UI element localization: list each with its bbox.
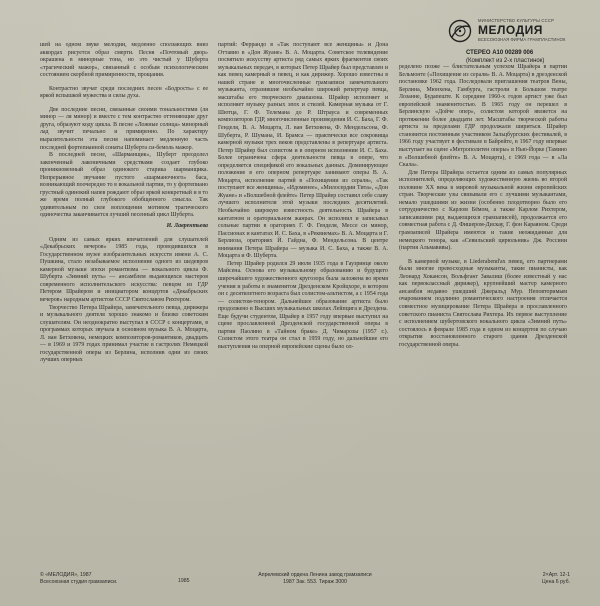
plant-text: Апрелевский ордена Ленина завод грамзаписи	[258, 572, 372, 578]
studio-text: ВСЕСОЮЗНАЯ ФИРМА ГРАМПЛАСТИНОК	[478, 37, 566, 42]
footer-plant	[240, 572, 390, 585]
order-text: 1987 Зак. 553. Тираж 3000	[283, 578, 347, 585]
paragraph: В последней песне, «Шарманщик», Шуберт преодолел законченный лаконичными средствами создает глубоко проникновенный образ одинокого старика шарманщика. Непрерывное звучание пустого «шарманочного» баса, возникающий поочередно то в вокальной партии, то у фортепиано грустный одинокий напев рождают образ яркой конкретный и в то же время полный глубокого обобщенного смысла. Так удивительным по силе воплощения мотивом трагического одиночества заканчивается лучший песенный цикл Шуберта.	[40, 152, 208, 219]
price-text: Цена 6 руб.	[541, 578, 570, 585]
footer-price	[542, 572, 570, 585]
author-signature: И. Лаврентьева	[166, 223, 208, 230]
footer-year: 1985	[178, 578, 190, 584]
paragraph: шей на одном звуке мелодии, медленно сползающих вниз аккордах рисуется образ смерти. Песня «Почтовый двор» окрашена в минорные тона, но это чистый у Шуберта «трагический мажор», связанный с особым психологическим состоянием скорбной примиренности, прощания.	[40, 42, 208, 79]
melodiya-logo	[448, 17, 578, 47]
text-column-2	[218, 42, 388, 351]
melodiya-record-icon	[448, 19, 474, 43]
footer	[40, 572, 570, 602]
paragraph: партий: Феррандо в «Так поступают все женщины» и Дона Оттавио в «Дон Жуане» В. А. Моцарта. Советское телевидение посвятило искусству артиста ряд самых ярких фрагментов своих музыкальных передач, в которых Петер Шрайер был представлен и как певец камерный и певец, и как дирижер. Хорошо известны в нашей стране и многочисленные грамзаписи замечательного музыканта, отразившие необычайно широкий репертуар певца, масштабы его творческого диапазона. Шрайер исполняет и исполняет музыку разных эпох и стилей. Камерная музыка от Г. Шютца, Г. Ф. Телемана до Р. Штрауса и современных композиторов ГДР, многочисленные произведения И. С. Баха, Г. Ф. Генделя, В. А. Моцарта, Л. ван Бетховена, Ф. Мендельсона, Ф. Шуберта, Р. Шумана, И. Брамса — практически все сокровища камерной музыки трех веков представлены в репертуаре артиста. Петер Шрайер был солистом и в оперном исполнении И. С. Баха. Более ограничена сфера деятельности певца в опере, что определяется спецификой его вокальных данных. Доминирующее положение в его оперном репертуаре занимают оперы В. А. Моцарта, исполнение партий в «Похищении из сераля», «Так поступают все женщины», «Идоменее», «Милосердии Тита», «Дон Жуане» и «Волшебной флейте» Петер Шрайер составил себе славу лучшего исполнителя этой музыки последних десятилетий. Необычайно широкую известность деятельность Шрайера в кантатном и ораториальном жанрах. Он исполнил и записывал сольные партии в ораториях Г. Ф. Генделя, Мессе си минор, Пассионах и кантатах И. С. Баха, в «Реквиемах» В. А. Моцарта и Г. Берлиоза, ораториях Й. Гайдна, Ф. Мендельсона. В центре внимания Петера Шрайера — музыка И. С. Баха, а также В. А. Моцарта и Ф. Шуберта.	[218, 42, 388, 260]
paragraph: Две последние песни, связанные своими тональностями (ля минор — ля минор) и вместе с тем контрастно оттеняющие друг друга, образуют коду цикла. В песне «Ложные солнца» минорный лад звучит печально и примиренно. По характеру выразительности эта песня напоминает медленную часть последней фортепианной сонаты Шуберта си-бемоль мажор.	[40, 106, 208, 151]
paragraph: Петер Шрайер родился 29 июля 1935 года в Гаузринце около Майсена. Основа его музыкальному образованию и будущего широчайшего художественного кругозора была заложена во время учения и работы в знаменитом Дрезденском Кройцхоре, в котором он с десятилетнего возраста был солистом-альтистом, а с 1954 года — солистом-тенором. Дальнейшее образование артиста было продолжено в Высших музыкальных школах Лейпцига и Дрездена. Еще будучи студентом, Шрайер в 1957 году впервые выступил на сцене прославленной Дрезденской государственной оперы в партии Паолино в «Тайном браке» Д. Чимарозы (1957 г.). Солистом этого театра он стал в 1959 году, но дальнейшие его выступления на оперной европейские сцены было ол-	[218, 260, 388, 350]
paragraph: Одним из самых ярких впечатлений для слушателей «Декабрьских вечеров» 1985 года, проводившихся в Государственном музее изобразительных искусств имени А. С. Пушкина, стало незабываемое исполнение одного из шедевров камерной музыки эпохи романтизма — вокального цикла Ф. Шуберта «Зимний путь» — ансамблем выдающихся мастеров современного исполнительского искусства: певцом из ГДР Петером Шрайером и инициатором концертов «Декабрьских вечеров» народным артистом СССР Святославом Рихтером.	[40, 236, 208, 303]
set-note: (Комплект из 2-х пластинок)	[466, 57, 545, 64]
publisher-text: © «МЕЛОДИЯ», 1987	[40, 572, 92, 578]
article-text: 2×Арт. 12-1	[542, 572, 570, 578]
paragraph: Контрастно звучат среди последних песен «Бодрость» с ее яркой вспышкой мужества и силы духа.	[40, 85, 208, 100]
paragraph: Для Петера Шрайера остается одним из самых популярных исполнителей, определяющих художественную жизнь во второй половине XX века в мировой музыкальной жизни европейских стран. Творческие узы связывали его с лучшими музыкантами, немало ушедшими из жизни (особенно плодотворно было его сотрудничество с Карлом Бёмом, а также Карлом Рихтером, записавшими ряд выдающихся грамзаписей), продолжается его совместная работа с Д. Фишером-Дискау, Г. фон Караяном. Среди грамзаписей Шрайера имеются и такие неожиданные для немецкого тенора, как «Севильский цирюльник» Дж. Россини (партия Альмавивы).	[399, 169, 567, 252]
paragraph: Творчество Петера Шрайера, замечательного певца, дирижера и музыкального деятеля хорошо знакомо и близко советским слушателям. Он неоднократно выступал в СССР с концертами, в программах которых звучала в основном музыка В. А. Моцарта, Л. ван Бетховена, немецких композиторов-романтиков, двадцать — в 1969 и 1979 годах принимал участие в гастролях Немецкой государственной оперы из Берлина, исполнив одни из своих лучших оперных	[40, 304, 208, 364]
catalog-info	[466, 50, 576, 65]
ministry-text: МИНИСТЕРСТВО КУЛЬТУРЫ СССР	[478, 18, 555, 23]
catalog-number: СТЕРЕО А10 00289 006	[466, 50, 534, 56]
footer-publisher	[40, 572, 160, 585]
text-column-1	[40, 42, 208, 365]
studio-text: Всесоюзная студия грамзаписи.	[40, 578, 118, 585]
brand-name: МЕЛОДИЯ	[478, 23, 543, 37]
text-column-3	[399, 64, 567, 349]
paragraph: ределено позже — блистательным успехом Шрайера в партии Бельмонте («Похищение из сераля» В. А. Моцарта) в дрезденской постановке 1962 года. Последовали приглашения театров Вены, Берлина, Мюнхена, Гамбурга, гастроли в Большом театре Лозанне, Будапеште. К середине 1960-х годов артист уже был европейской знаменитостью. В 1965 году он перешел в Берлинскую «Дойче опер», солистом которой является на протяжении более двадцати лет. Масштабы творческой работы артиста за пределами ГДР продолжали шириться. Шрайер становится постоянным участником Зальцбургских фестивалей, в 1966 году участвует в фестивале в Байрейте, в 1967 году впервые выступает на сцене «Метрополитен оперы» в Нью-Йорке (Тамино в «Волшебной флейте» В. А. Моцарта), с 1969 года — в «Ла Скала».	[399, 64, 567, 169]
paragraph: В камерной музыке, в Liederabend'ах певец, его партнерами были многие превосходные музыканты, такие пианисты, как Леонард Хокансон, Вольфганг Завалиш (более известный у нас как первоклассный дирижер), крупнейший мастер камерного ансамбля недавно ушедший Джеральд Мур. Неповторимым очарованием подлинно романтического настроения отличается совместное музицирование Петера Шрайера и прославленного советского пианиста Святослава Рихтера. Их первое выступление с исполнением шубертовского вокального цикла «Зимний путь» состоялось в феврале 1985 года в одном из концертов по случаю открытия восстановленного старого здания Дрезденской государственной оперы.	[399, 258, 567, 348]
